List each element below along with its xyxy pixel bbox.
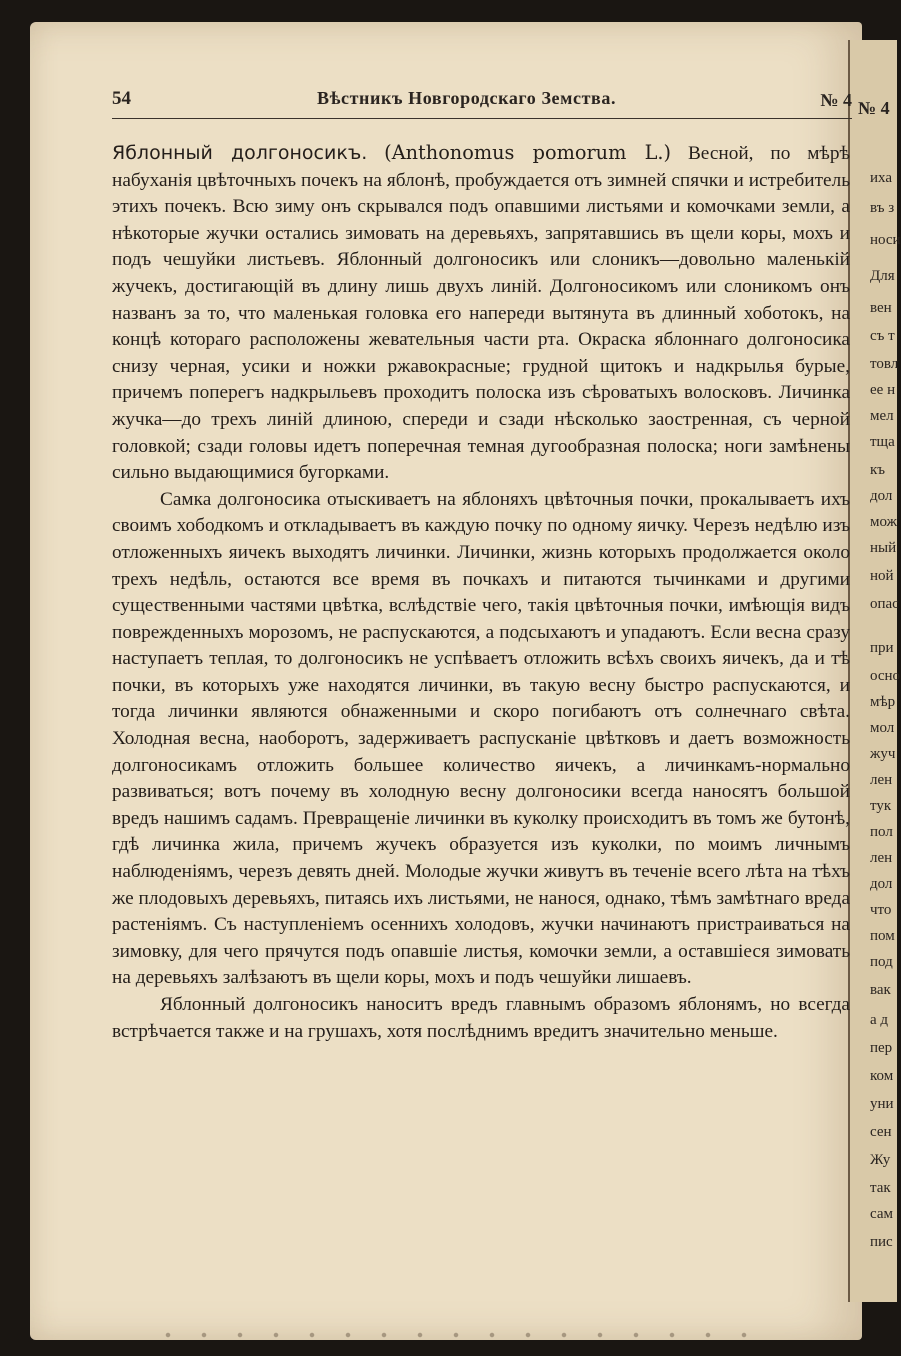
latin-name: (Anthonomus pomorum L.): [384, 141, 672, 164]
adjacent-text-fragment: вен: [870, 300, 892, 316]
paragraph-1: [112, 140, 850, 487]
adjacent-text-fragment: мол: [870, 720, 895, 736]
adjacent-text-fragment: мел: [870, 408, 894, 424]
adjacent-text-fragment: Жу: [870, 1152, 891, 1168]
adjacent-text-fragment: тук: [870, 798, 892, 814]
adjacent-text-fragment: пис: [870, 1234, 893, 1250]
adjacent-text-fragment: съ т: [870, 328, 895, 344]
adjacent-text-fragment: тща: [870, 434, 895, 450]
adjacent-text-fragment: лен: [870, 772, 893, 788]
article-heading: Яблонный долгоносикъ.: [112, 142, 368, 164]
adjacent-text-fragment: уни: [870, 1096, 894, 1112]
adjacent-text-fragment: вак: [870, 982, 891, 998]
adjacent-text-fragment: так: [870, 1180, 891, 1196]
journal-title: Вѣстникъ Новгородскаго Земства.: [317, 88, 617, 108]
adjacent-text-fragment: лен: [870, 850, 893, 866]
adjacent-text-fragment: дол: [870, 488, 893, 504]
adjacent-text-fragment: ее н: [870, 382, 896, 398]
adjacent-text-fragment: пер: [870, 1040, 893, 1056]
running-header: [112, 88, 852, 119]
adjacent-text-fragment: мож: [870, 514, 897, 530]
adjacent-text-fragment: въ з: [870, 200, 895, 216]
adjacent-issue-mark: № 4: [858, 98, 890, 118]
adjacent-text-fragment: иха: [870, 170, 892, 186]
adjacent-text-fragment: Для: [870, 268, 895, 284]
paragraph-1-text: Весной, по мѣрѣ набуханія цвѣточныхъ почекъ на яблонѣ, пробуждается отъ зимней спячки и истребитель этихъ почекъ. Всю зиму онъ скрывался подъ опавшими листьями и комочками земли, а нѣкоторые жучки остались зимовать на деревьяхъ, запрятавшись въ щели коры, мохъ и подъ чешуйки листьевъ. Яблонный долгоносикъ или слоникъ—довольно маленькій жучекъ, достигающій въ длину лишь двухъ линій. Долгоносикомъ или слоникомъ онъ названъ за то, что маленькая головка его напереди вытянута въ длинный хоботокъ, на концѣ котораго расположены жевательныя части рта. Окраска яблоннаго долгоносика снизу черная, усики и ножки ржавокрасные; грудной щитокъ и надкрылья бурые, причемъ поперегъ надкрыльевъ проходитъ полоска изъ сѣроватыхъ волосковъ. Личинка жучка—до трехъ линій длиною, спереди и сзади нѣсколько заостренная, съ черной головкой; сзади головы идетъ поперечная темная дугообразная полоска; ноги замѣнены сильно выдающимися бугорками.: [112, 143, 850, 484]
adjacent-text-fragment: ный: [870, 540, 897, 556]
adjacent-text-fragment: при: [870, 640, 894, 656]
adjacent-text-fragment: ком: [870, 1068, 894, 1084]
article-body: [112, 140, 850, 1045]
adjacent-text-fragment: что: [870, 902, 892, 918]
adjacent-text-fragment: сам: [870, 1206, 893, 1222]
adjacent-text-fragment: под: [870, 954, 893, 970]
adjacent-text-fragment: мѣр: [870, 694, 896, 710]
adjacent-text-fragment: товл: [870, 356, 899, 372]
bleed-through-marks: [150, 1332, 770, 1338]
adjacent-text-fragment: дол: [870, 876, 893, 892]
adjacent-text-fragment: а д: [870, 1012, 889, 1028]
adjacent-text-fragment: сен: [870, 1124, 892, 1140]
paragraph-2: Самка долгоносика отыскиваетъ на яблоняхъ цвѣточныя почки, прокалываетъ ихъ своимъ хободкомъ и откладываетъ въ каждую почку по одному яичку. Черезъ недѣлю изъ отложенныхъ яичекъ выходятъ личинки. Личинки, жизнь которыхъ продолжается около трехъ недѣль, остаются все время въ почкахъ и питаются тычинками и другими существенными частями цвѣтка, вслѣдствіе чего, такія цвѣточныя почки, имѣющія видъ поврежденныхъ морозомъ, не распускаются, а подсыхаютъ и упадаютъ. Если весна сразу наступаетъ теплая, то долгоносикъ не успѣваетъ отложить всѣхъ своихъ яичекъ, да и тѣ почки, въ которыхъ уже находятся личинки, въ такую весну быстро распускаются, и тогда личинки являются обнаженными и скоро погибаютъ отъ солнечнаго свѣта. Холодная весна, наоборотъ, задерживаетъ распусканіе цвѣтковъ и даетъ возможность долгоносикамъ отложить большее количество яичекъ, а личинкамъ-нормально развиваться; вотъ почему въ холодную весну долгоносики всегда наносятъ большой вредъ нашимъ садамъ. Превращеніе личинки въ куколку происходитъ въ томъ же бутонѣ, гдѣ личинка жила, причемъ жучекъ образуется изъ куколки, по моимъ личнымъ наблюденіямъ, черезъ девять дней. Молодые жучки живутъ въ теченіе всего лѣта на тѣхъ же плодовыхъ деревьяхъ, питаясь ихъ листьями, не нанося, однако, тѣмъ замѣтнаго вреда растеніямъ. Съ наступленіемъ осеннихъ холодовъ, жучки начинаютъ пристраиваться на зимовку, для чего прячутся подъ опавшіе листья, комочки земли, а оставшіеся зимовать на деревьяхъ залѣзаютъ въ щели коры, мохъ и подъ чешуйки лишаевъ.: [112, 488, 850, 989]
issue-mark: № 4: [820, 90, 852, 110]
adjacent-text-fragment: къ: [870, 462, 886, 478]
page-number: 54: [112, 88, 131, 109]
adjacent-page-edge: [848, 40, 901, 1302]
adjacent-text-fragment: пол: [870, 824, 893, 840]
adjacent-text-fragment: опас: [870, 596, 899, 612]
paragraph-3: Яблонный долгоносикъ наноситъ вредъ главнымъ образомъ яблонямъ, но всегда встрѣчается также и на грушахъ, хотя послѣднимъ вредитъ значительно меньше.: [112, 994, 850, 1042]
adjacent-text-fragment: жуч: [870, 746, 896, 762]
adjacent-text-fragment: пом: [870, 928, 895, 944]
adjacent-text-fragment: осно: [870, 668, 901, 684]
adjacent-text-fragment: носи: [870, 232, 901, 248]
adjacent-text-fragment: ной: [870, 568, 894, 584]
